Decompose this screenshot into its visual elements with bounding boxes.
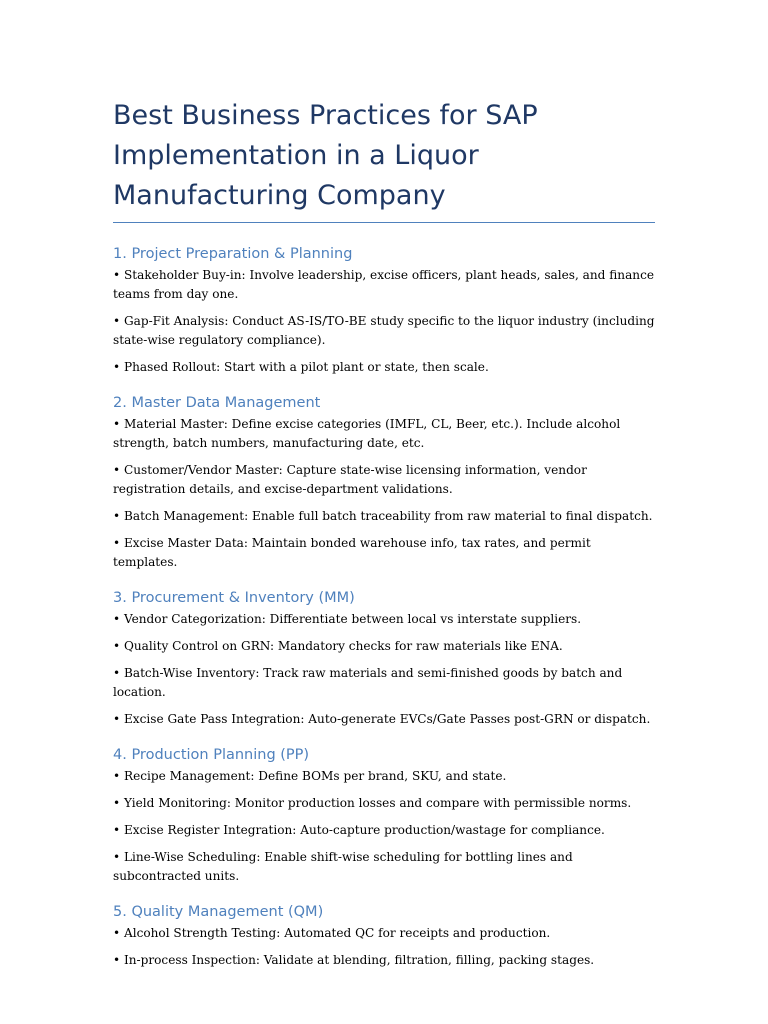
- list-item: • Recipe Management: Define BOMs per brand, SKU, and state.: [113, 769, 507, 783]
- section-project-preparation: [113, 244, 655, 377]
- section-heading: 1. Project Preparation & Planning: [113, 246, 353, 262]
- section-heading: 4. Production Planning (PP): [113, 747, 310, 763]
- list-item: • Batch-Wise Inventory: Track raw materials and semi-finished goods by batch and location.: [113, 666, 623, 699]
- section-quality-management: [113, 902, 655, 970]
- section-heading: 2. Master Data Management: [113, 395, 321, 411]
- list-item: • Phased Rollout: Start with a pilot plant or state, then scale.: [113, 360, 489, 374]
- list-item: • Customer/Vendor Master: Capture state-wise licensing information, vendor registration details, and excise-department validations.: [113, 463, 587, 496]
- list-item: • Yield Monitoring: Monitor production losses and compare with permissible norms.: [113, 796, 632, 810]
- list-item: • Excise Register Integration: Auto-capture production/wastage for compliance.: [113, 823, 605, 837]
- list-item: • Quality Control on GRN: Mandatory checks for raw materials like ENA.: [113, 639, 563, 653]
- section-production-planning: [113, 745, 655, 886]
- list-item: • Batch Management: Enable full batch traceability from raw material to final dispatch.: [113, 509, 653, 523]
- list-item: • Gap-Fit Analysis: Conduct AS-IS/TO-BE study specific to the liquor industry (including state-wise regulatory compliance).: [113, 314, 655, 347]
- list-item: • Excise Gate Pass Integration: Auto-generate EVCs/Gate Passes post-GRN or dispatch.: [113, 712, 651, 726]
- list-item: • Material Master: Define excise categories (IMFL, CL, Beer, etc.). Include alcohol strength, batch numbers, manufacturing date, etc.: [113, 417, 621, 450]
- list-item: • Excise Master Data: Maintain bonded warehouse info, tax rates, and permit templates.: [113, 536, 591, 569]
- document-title: Best Business Practices for SAP Implementation in a Liquor Manufacturing Company: [113, 96, 655, 223]
- list-item: • Line-Wise Scheduling: Enable shift-wise scheduling for bottling lines and subcontracted units.: [113, 850, 573, 883]
- section-procurement-inventory: [113, 588, 655, 729]
- section-heading: 3. Procurement & Inventory (MM): [113, 590, 355, 606]
- section-master-data: [113, 393, 655, 572]
- section-heading: 5. Quality Management (QM): [113, 904, 324, 920]
- list-item: • In-process Inspection: Validate at blending, filtration, filling, packing stages.: [113, 953, 595, 967]
- list-item: • Alcohol Strength Testing: Automated QC for receipts and production.: [113, 926, 551, 940]
- list-item: • Stakeholder Buy-in: Involve leadership, excise officers, plant heads, sales, and finance teams from day one.: [113, 268, 655, 301]
- document-page: [113, 96, 655, 970]
- list-item: • Vendor Categorization: Differentiate between local vs interstate suppliers.: [113, 612, 582, 626]
